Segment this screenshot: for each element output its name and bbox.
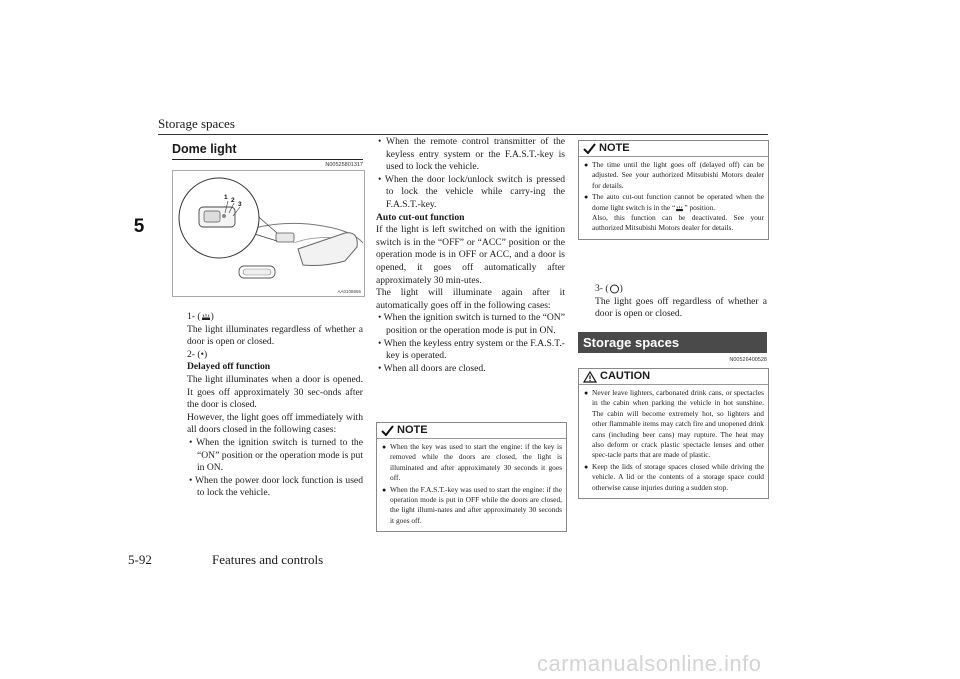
item-3 bbox=[595, 283, 767, 321]
column-1-text bbox=[187, 311, 363, 500]
item-3-text: The light goes off regardless of whether a door is open or closed. bbox=[595, 295, 767, 320]
dome-light-off-icon bbox=[609, 284, 620, 294]
caution-body bbox=[579, 385, 768, 498]
bullet-icon: ● bbox=[584, 462, 589, 471]
however-text: However, the light goes off immediately with all doors closed in the following cases: bbox=[187, 411, 363, 436]
callout-2: 2 bbox=[231, 197, 235, 204]
dome-light-title: Dome light bbox=[172, 142, 237, 156]
page-number: 5-92 bbox=[128, 552, 152, 567]
item-1-label: 1- ( ) bbox=[187, 311, 214, 322]
note-body bbox=[579, 157, 768, 239]
bullet-icon: ● bbox=[382, 443, 387, 451]
list-item: • When the keyless entry system or the F.A.S.T.-key is operated. bbox=[378, 337, 565, 362]
item-1-text: The light illuminates regardless of whether a door is open or closed. bbox=[187, 323, 363, 348]
auto-cut-out-text-2: The light will illuminate again after it automatically goes off in the following cases: bbox=[376, 287, 565, 311]
list-item: • When the ignition switch is turned to the “ON” position or the operation mode is put in ON. bbox=[189, 436, 363, 474]
figure-code: AA0108656 bbox=[337, 289, 361, 294]
list-item: • When the power door lock function is used to lock the vehicle. bbox=[189, 474, 363, 499]
storage-spaces-banner: Storage spaces bbox=[578, 332, 767, 353]
note-body bbox=[377, 439, 566, 531]
delayed-off-heading: Delayed off function bbox=[187, 361, 271, 373]
callout-1: 1 bbox=[224, 194, 228, 201]
warning-triangle-icon bbox=[583, 371, 597, 383]
auto-cut-out-text-1: If the light is left switched on with the ignition switch is in the “OFF” or “ACC” position or the operation mode is in OFF or ACC, and a door is opened, it goes off automatically after approximately 30 min-utes. bbox=[376, 224, 565, 286]
list-item: ● Keep the lids of storage spaces closed while driving the vehicle. A lid or the contents of a storage space could otherwise cause injuries during a sudden stop. bbox=[584, 461, 764, 492]
caution-header: CAUTION bbox=[579, 369, 768, 385]
dome-light-rule bbox=[172, 159, 363, 160]
callout-3: 3 bbox=[238, 201, 242, 208]
page-header-title: Storage spaces bbox=[158, 116, 235, 131]
chapter-tab: 5 bbox=[133, 216, 145, 237]
bullet-icon: ● bbox=[382, 485, 387, 494]
list-item: ● When the F.A.S.T.-key was used to start the engine: if the operation mode is put in OFF while the doors are closed, the light illumi-nates and after approximately 30 seconds it goes off. bbox=[382, 484, 562, 525]
dome-light-on-icon bbox=[675, 205, 684, 211]
list-item: • When the door lock/unlock switch is pressed to lock the vehicle while carry-ing the F.A.S.T.-key. bbox=[378, 173, 565, 210]
list-item: • When all doors are closed. bbox=[378, 362, 486, 374]
dome-light-code: N00525801317 bbox=[325, 162, 363, 168]
check-icon bbox=[583, 143, 596, 154]
note-box-middle bbox=[376, 422, 567, 532]
watermark-text: carmanualsonline.info bbox=[537, 651, 762, 676]
item-3-label: 3- ( ) bbox=[595, 283, 623, 294]
bullet-icon: ● bbox=[584, 389, 589, 397]
list-item: • When the ignition switch is turned to the “ON” position or the operation mode is put in ON. bbox=[378, 312, 565, 336]
note-header: NOTE bbox=[377, 423, 566, 439]
note-header: NOTE bbox=[579, 141, 768, 157]
caution-box bbox=[578, 368, 769, 499]
list-item: • When the remote control transmitter of the keyless entry system or the F.A.S.T.-key is used to lock the vehicle. bbox=[378, 136, 565, 173]
check-icon bbox=[381, 425, 394, 436]
dome-light-figure bbox=[172, 170, 365, 297]
storage-spaces-code: N00526400528 bbox=[729, 357, 767, 363]
list-item: ● When the key was used to start the engine: if the key is removed while the doors are closed, the light is illuminated and after approximately 30 seconds it goes off. bbox=[382, 442, 562, 483]
delayed-off-text: The light illuminates when a door is opened. It goes off approximately 30 sec-onds after the door is closed. bbox=[187, 373, 363, 411]
footer-section-title: Features and controls bbox=[212, 552, 324, 567]
column-2-text bbox=[376, 136, 565, 375]
bullet-icon: ● bbox=[584, 161, 589, 169]
list-item: ● The auto cut-out function cannot be operated when the dome light switch is in the “ ” position. Also, this function can be deactivated. See your authorized Mitsubishi Motors dealer for details. bbox=[584, 192, 764, 233]
header-rule bbox=[158, 134, 768, 135]
bullet-icon: ● bbox=[584, 193, 589, 202]
list-item: ● The time until the light goes off (delayed off) can be adjusted. See your authorized Mitsubishi Motors dealer for details. bbox=[584, 160, 764, 190]
dome-light-on-icon bbox=[201, 313, 211, 320]
dome-light-illustration bbox=[173, 171, 364, 296]
item-2-label: 2- (•) bbox=[187, 348, 208, 360]
list-item: ● Never leave lighters, carbonated drink cans, or spectacles in the cabin when parking the vehicle in hot sunshine. The cabin will become extremely hot, so lighters and other flammable items may catch fire and unopened drink cans (including beer cans) may rupture. The heat may also deform or crack plastic spectacle lenses and other spec-tacle parts that are made of plastic. bbox=[584, 388, 764, 460]
auto-cut-out-heading: Auto cut-out function bbox=[376, 211, 465, 223]
note-box-right bbox=[578, 140, 769, 240]
